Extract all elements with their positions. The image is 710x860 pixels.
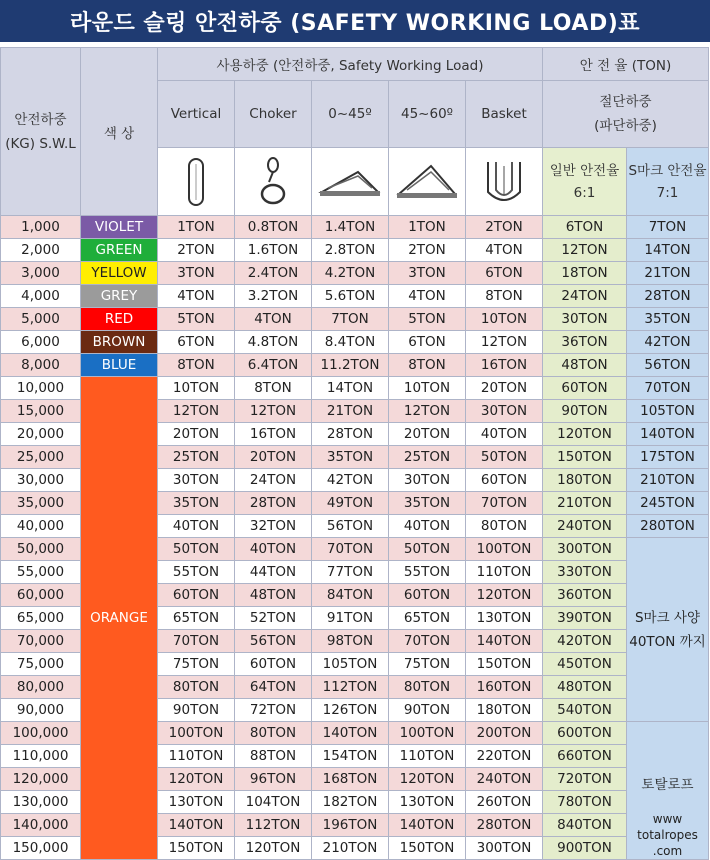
swl-cell: 8,000 (1, 354, 81, 377)
load-cell: 65TON (158, 607, 235, 630)
smark-safety-cell: 28TON (627, 285, 709, 308)
load-cell: 24TON (235, 469, 312, 492)
swl-cell: 1,000 (1, 216, 81, 239)
load-cell: 100TON (158, 722, 235, 745)
load-cell: 10TON (389, 377, 466, 400)
load-cell: 104TON (235, 791, 312, 814)
general-safety-cell: 420TON (543, 630, 627, 653)
load-cell: 80TON (235, 722, 312, 745)
color-cell: GREEN (81, 239, 158, 262)
general-safety-cell: 300TON (543, 538, 627, 561)
basket-header: Basket (466, 81, 543, 148)
load-cell: 20TON (389, 423, 466, 446)
load-cell: 96TON (235, 768, 312, 791)
safety-factor-header: 안 전 율 (TON) (543, 48, 709, 81)
load-cell: 2TON (389, 239, 466, 262)
load-cell: 56TON (312, 515, 389, 538)
company-name: 토탈로프 (641, 777, 694, 793)
general-safety-cell: 120TON (543, 423, 627, 446)
load-cell: 12TON (389, 400, 466, 423)
smark-safety-cell: 105TON (627, 400, 709, 423)
swl-cell: 75,000 (1, 653, 81, 676)
swl-cell: 2,000 (1, 239, 81, 262)
swl-cell: 60,000 (1, 584, 81, 607)
general-safety-cell: 330TON (543, 561, 627, 584)
table-row (1, 377, 709, 400)
general-safety-cell: 150TON (543, 446, 627, 469)
general-safety-cell: 48TON (543, 354, 627, 377)
smark-safety-cell: 70TON (627, 377, 709, 400)
vertical-header: Vertical (158, 81, 235, 148)
orange-color-cell: ORANGE (81, 377, 158, 860)
smark-safety-cell: 7TON (627, 216, 709, 239)
load-cell: 6TON (389, 331, 466, 354)
load-cell: 5TON (389, 308, 466, 331)
smark-safety-cell: 140TON (627, 423, 709, 446)
color-cell: BROWN (81, 331, 158, 354)
load-cell: 50TON (389, 538, 466, 561)
load-cell: 130TON (389, 791, 466, 814)
load-cell: 75TON (158, 653, 235, 676)
load-cell: 8TON (466, 285, 543, 308)
load-cell: 80TON (466, 515, 543, 538)
load-cell: 77TON (312, 561, 389, 584)
general-safety-cell: 90TON (543, 400, 627, 423)
load-cell: 5.6TON (312, 285, 389, 308)
load-cell: 48TON (235, 584, 312, 607)
load-cell: 55TON (389, 561, 466, 584)
load-cell: 7TON (312, 308, 389, 331)
load-cell: 65TON (389, 607, 466, 630)
load-cell: 3TON (389, 262, 466, 285)
swl-cell: 6,000 (1, 331, 81, 354)
load-cell: 10TON (466, 308, 543, 331)
load-cell: 280TON (466, 814, 543, 837)
load-cell: 180TON (466, 699, 543, 722)
swl-cell: 25,000 (1, 446, 81, 469)
smark-safety-cell: 175TON (627, 446, 709, 469)
load-cell: 90TON (389, 699, 466, 722)
smark-note: S마크 사양 40TON 까지 (627, 538, 709, 722)
load-cell: 16TON (235, 423, 312, 446)
general-safety-cell: 30TON (543, 308, 627, 331)
load-cell: 8TON (235, 377, 312, 400)
table-row (1, 354, 709, 377)
choker-header: Choker (235, 81, 312, 148)
load-cell: 112TON (235, 814, 312, 837)
swl-cell: 130,000 (1, 791, 81, 814)
load-cell: 40TON (389, 515, 466, 538)
load-cell: 35TON (312, 446, 389, 469)
load-cell: 14TON (312, 377, 389, 400)
load-cell: 25TON (389, 446, 466, 469)
load-cell: 30TON (466, 400, 543, 423)
load-cell: 16TON (466, 354, 543, 377)
swl-cell: 90,000 (1, 699, 81, 722)
load-cell: 44TON (235, 561, 312, 584)
load-cell: 42TON (312, 469, 389, 492)
load-cell: 60TON (466, 469, 543, 492)
load-cell: 6.4TON (235, 354, 312, 377)
general-safety-cell: 480TON (543, 676, 627, 699)
load-cell: 70TON (389, 630, 466, 653)
load-cell: 154TON (312, 745, 389, 768)
smark-safety-cell: 245TON (627, 492, 709, 515)
load-cell: 75TON (389, 653, 466, 676)
load-cell: 52TON (235, 607, 312, 630)
swl-cell: 70,000 (1, 630, 81, 653)
load-cell: 32TON (235, 515, 312, 538)
load-cell: 3TON (158, 262, 235, 285)
smark-safety-cell: 14TON (627, 239, 709, 262)
swl-cell: 140,000 (1, 814, 81, 837)
load-cell: 4TON (158, 285, 235, 308)
load-cell: 98TON (312, 630, 389, 653)
company-website: www totalropes .com (637, 812, 698, 858)
load-cell: 90TON (158, 699, 235, 722)
load-cell: 182TON (312, 791, 389, 814)
load-cell: 30TON (158, 469, 235, 492)
vertical-sling-icon (158, 148, 235, 216)
load-cell: 105TON (312, 653, 389, 676)
smark-safety-cell: 56TON (627, 354, 709, 377)
load-cell: 20TON (235, 446, 312, 469)
load-cell: 110TON (158, 745, 235, 768)
load-cell: 6TON (466, 262, 543, 285)
swl-cell: 4,000 (1, 285, 81, 308)
load-cell: 40TON (158, 515, 235, 538)
load-cell: 0.8TON (235, 216, 312, 239)
load-cell: 80TON (389, 676, 466, 699)
load-cell: 2TON (158, 239, 235, 262)
load-cell: 2.4TON (235, 262, 312, 285)
load-cell: 1.4TON (312, 216, 389, 239)
load-cell: 35TON (389, 492, 466, 515)
load-cell: 30TON (389, 469, 466, 492)
general-safety-cell: 600TON (543, 722, 627, 745)
load-cell: 8.4TON (312, 331, 389, 354)
load-cell: 100TON (389, 722, 466, 745)
color-header: 색 상 (81, 48, 158, 216)
general-safety-cell: 36TON (543, 331, 627, 354)
color-cell: YELLOW (81, 262, 158, 285)
general-safety-cell: 720TON (543, 768, 627, 791)
angle-45-60-sling-icon (389, 148, 466, 216)
page-title: 라운드 슬링 안전하중 (SAFETY WORKING LOAD)표 (0, 0, 710, 42)
load-cell: 20TON (466, 377, 543, 400)
load-cell: 130TON (466, 607, 543, 630)
swl-cell: 40,000 (1, 515, 81, 538)
load-cell: 1TON (158, 216, 235, 239)
load-cell: 12TON (158, 400, 235, 423)
smark-safety-factor-header: S마크 안전율 7:1 (627, 148, 709, 216)
angle-45-60-header: 45~60º (389, 81, 466, 148)
color-cell: GREY (81, 285, 158, 308)
load-cell: 150TON (158, 837, 235, 860)
load-cell: 4TON (389, 285, 466, 308)
load-cell: 140TON (312, 722, 389, 745)
load-cell: 160TON (466, 676, 543, 699)
swl-cell: 50,000 (1, 538, 81, 561)
color-cell: VIOLET (81, 216, 158, 239)
load-cell: 130TON (158, 791, 235, 814)
table-row (1, 262, 709, 285)
load-cell: 112TON (312, 676, 389, 699)
swl-cell: 3,000 (1, 262, 81, 285)
load-cell: 1.6TON (235, 239, 312, 262)
load-cell: 35TON (158, 492, 235, 515)
swl-cell: 10,000 (1, 377, 81, 400)
general-safety-cell: 18TON (543, 262, 627, 285)
color-cell: BLUE (81, 354, 158, 377)
load-cell: 56TON (235, 630, 312, 653)
general-safety-cell: 6TON (543, 216, 627, 239)
load-cell: 240TON (466, 768, 543, 791)
general-safety-cell: 24TON (543, 285, 627, 308)
load-cell: 4TON (235, 308, 312, 331)
usage-load-header: 사용하중 (안전하중, Safety Working Load) (158, 48, 543, 81)
load-cell: 60TON (235, 653, 312, 676)
load-cell: 4.8TON (235, 331, 312, 354)
smark-safety-cell: 280TON (627, 515, 709, 538)
load-cell: 150TON (466, 653, 543, 676)
swl-cell: 100,000 (1, 722, 81, 745)
load-cell: 126TON (312, 699, 389, 722)
general-safety-cell: 780TON (543, 791, 627, 814)
load-cell: 60TON (158, 584, 235, 607)
load-cell: 4.2TON (312, 262, 389, 285)
load-cell: 200TON (466, 722, 543, 745)
angle-0-45-header: 0~45º (312, 81, 389, 148)
load-cell: 64TON (235, 676, 312, 699)
load-cell: 50TON (158, 538, 235, 561)
breaking-load-header: 절단하중 (파단하중) (543, 81, 709, 148)
table-row (1, 285, 709, 308)
general-safety-cell: 840TON (543, 814, 627, 837)
smark-safety-cell: 42TON (627, 331, 709, 354)
load-cell: 1TON (389, 216, 466, 239)
load-cell: 40TON (466, 423, 543, 446)
load-cell: 84TON (312, 584, 389, 607)
swl-cell: 35,000 (1, 492, 81, 515)
load-cell: 11.2TON (312, 354, 389, 377)
swl-cell: 65,000 (1, 607, 81, 630)
load-cell: 2TON (466, 216, 543, 239)
load-cell: 120TON (158, 768, 235, 791)
load-cell: 140TON (158, 814, 235, 837)
load-cell: 196TON (312, 814, 389, 837)
color-cell: RED (81, 308, 158, 331)
basket-sling-icon (466, 148, 543, 216)
swl-cell: 55,000 (1, 561, 81, 584)
load-cell: 150TON (389, 837, 466, 860)
load-cell: 168TON (312, 768, 389, 791)
load-cell: 100TON (466, 538, 543, 561)
load-cell: 88TON (235, 745, 312, 768)
load-cell: 91TON (312, 607, 389, 630)
load-cell: 110TON (389, 745, 466, 768)
swl-cell: 5,000 (1, 308, 81, 331)
load-cell: 2.8TON (312, 239, 389, 262)
angle-0-45-sling-icon (312, 148, 389, 216)
load-cell: 55TON (158, 561, 235, 584)
load-cell: 4TON (466, 239, 543, 262)
table-row (1, 239, 709, 262)
smark-safety-cell: 21TON (627, 262, 709, 285)
load-cell: 120TON (466, 584, 543, 607)
general-safety-cell: 180TON (543, 469, 627, 492)
load-cell: 50TON (466, 446, 543, 469)
load-cell: 72TON (235, 699, 312, 722)
load-cell: 70TON (312, 538, 389, 561)
load-cell: 49TON (312, 492, 389, 515)
load-cell: 21TON (312, 400, 389, 423)
swl-cell: 120,000 (1, 768, 81, 791)
load-cell: 70TON (158, 630, 235, 653)
load-cell: 20TON (158, 423, 235, 446)
swl-cell: 20,000 (1, 423, 81, 446)
load-cell: 120TON (235, 837, 312, 860)
swl-header: 안전하중 (KG) S.W.L (1, 48, 81, 216)
load-cell: 70TON (466, 492, 543, 515)
general-safety-cell: 450TON (543, 653, 627, 676)
general-safety-cell: 240TON (543, 515, 627, 538)
load-cell: 120TON (389, 768, 466, 791)
load-cell: 6TON (158, 331, 235, 354)
swl-cell: 15,000 (1, 400, 81, 423)
smark-safety-cell: 35TON (627, 308, 709, 331)
load-cell: 3.2TON (235, 285, 312, 308)
load-cell: 10TON (158, 377, 235, 400)
safety-load-table (0, 47, 709, 860)
table-row (1, 216, 709, 239)
general-safety-cell: 210TON (543, 492, 627, 515)
swl-cell: 110,000 (1, 745, 81, 768)
load-cell: 8TON (158, 354, 235, 377)
general-safety-cell: 660TON (543, 745, 627, 768)
swl-cell: 150,000 (1, 837, 81, 860)
general-safety-cell: 540TON (543, 699, 627, 722)
load-cell: 8TON (389, 354, 466, 377)
choker-sling-icon (235, 148, 312, 216)
general-safety-cell: 60TON (543, 377, 627, 400)
load-cell: 110TON (466, 561, 543, 584)
load-cell: 40TON (235, 538, 312, 561)
load-cell: 12TON (235, 400, 312, 423)
swl-cell: 80,000 (1, 676, 81, 699)
load-cell: 28TON (235, 492, 312, 515)
general-safety-cell: 390TON (543, 607, 627, 630)
smark-safety-cell: 210TON (627, 469, 709, 492)
general-safety-cell: 900TON (543, 837, 627, 860)
load-cell: 210TON (312, 837, 389, 860)
load-cell: 12TON (466, 331, 543, 354)
general-safety-factor-header: 일반 안전율 6:1 (543, 148, 627, 216)
load-cell: 5TON (158, 308, 235, 331)
swl-cell: 30,000 (1, 469, 81, 492)
company-note (627, 722, 709, 860)
load-cell: 220TON (466, 745, 543, 768)
general-safety-cell: 12TON (543, 239, 627, 262)
table-row (1, 308, 709, 331)
load-cell: 140TON (466, 630, 543, 653)
load-cell: 80TON (158, 676, 235, 699)
load-cell: 300TON (466, 837, 543, 860)
general-safety-cell: 360TON (543, 584, 627, 607)
load-cell: 28TON (312, 423, 389, 446)
load-cell: 140TON (389, 814, 466, 837)
load-cell: 25TON (158, 446, 235, 469)
load-cell: 260TON (466, 791, 543, 814)
load-cell: 60TON (389, 584, 466, 607)
table-row (1, 331, 709, 354)
